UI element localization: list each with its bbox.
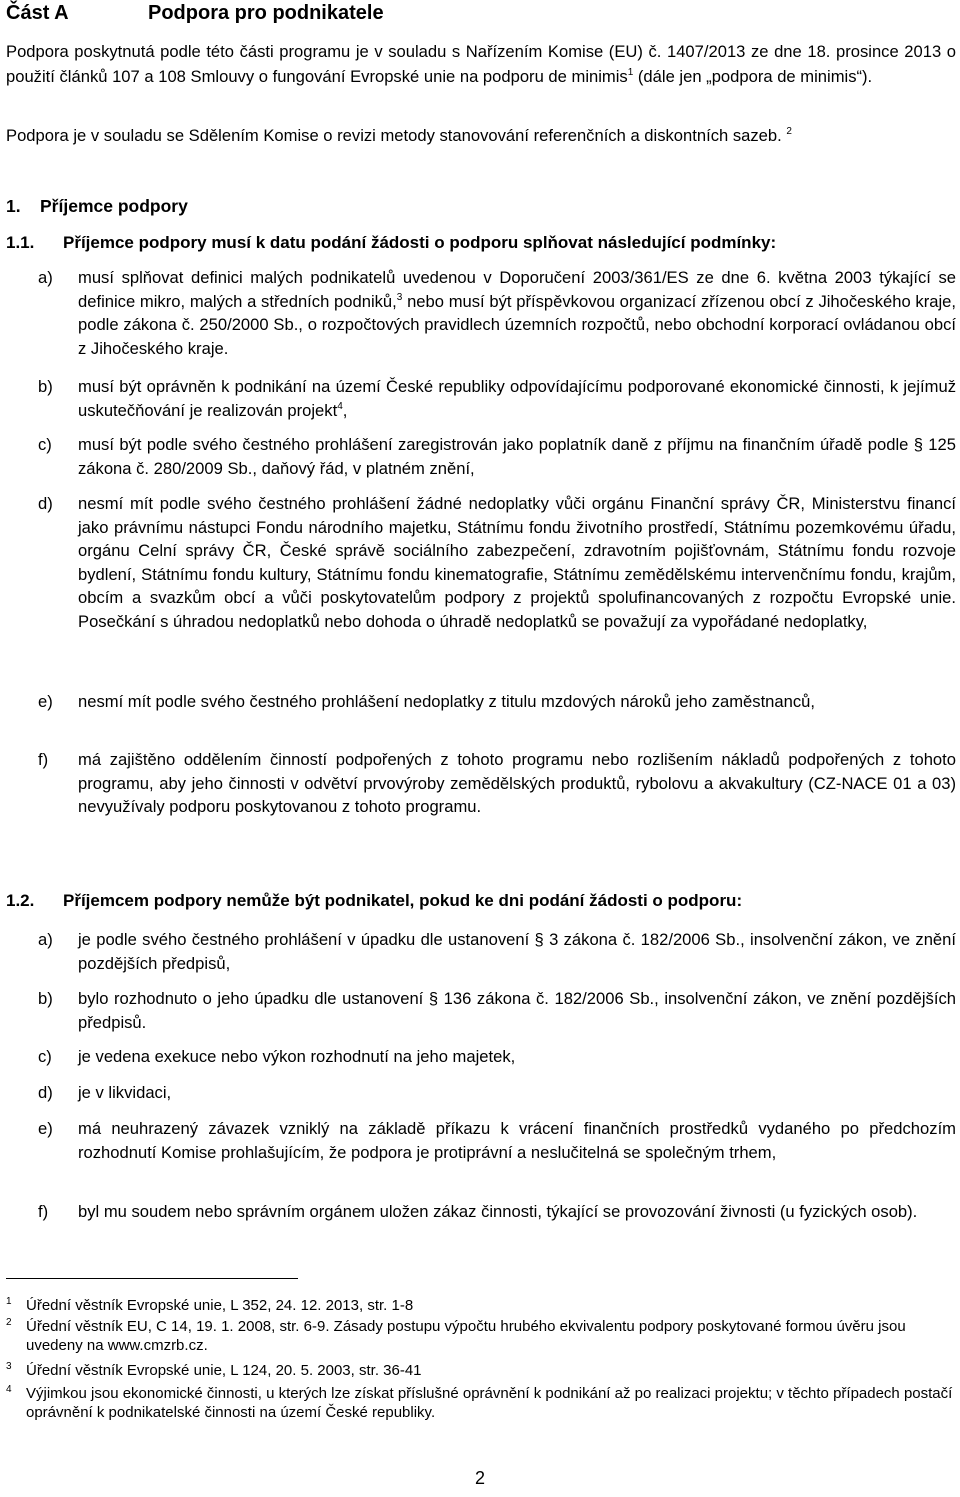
list-label: e) [38,692,53,711]
footnote-text: Výjimkou jsou ekonomické činnosti, u kterých lze získat příslušné oprávnění k podnikání až po realizaci projektu; v těchto případech postačí oprávnění k podnikatelské činnosti na území České republiky. [26,1385,953,1421]
list-item [38,748,956,819]
section-title: Příjemce podpory [40,196,188,216]
text-run: , [342,400,348,420]
footnote-text: Úřední věstník Evropské unie, L 352, 24. 12. 2013, str. 1-8 [26,1297,414,1314]
list-item [38,1200,956,1224]
list-item [38,1081,956,1105]
list-item [38,1045,956,1069]
list-label: a) [38,930,53,949]
subsection-title: Příjemcem podpory nemůže být podnikatel, pokud ke dni podání žádosti o podporu: [63,891,743,910]
list-text: je podle svého čestného prohlášení v úpadku dle ustanovení § 3 zákona č. 182/2006 Sb., insolvenční zákon, ve znění pozdějších předpisů, [78,930,956,973]
part-label: Část A [6,2,69,24]
intro-text: Podpora je v souladu se Sdělením Komise o revizi metody stanovování referenčních a diskontních sazeb. [6,126,782,145]
list-text: bylo rozhodnuto o jeho úpadku dle ustanovení § 136 zákona č. 182/2006 Sb., insolvenční zákon, ve znění pozdějších předpisů. [78,989,956,1032]
list-text: je v likvidaci, [78,1083,172,1102]
list-text [78,266,956,360]
footnote [6,1296,958,1315]
page-number: 2 [474,1468,485,1488]
list-item [38,375,956,422]
text-run: nebo musí být příspěvkovou organizací zřízenou obcí z Jihočeského kraje, podle zákona č. 250/2000 Sb., o rozpočtových pravidlech územních rozpočtů, nebo obchodní korporací ovládanou obcí z Jihočeského kraje. [78,291,956,358]
intro-paragraph-2 [6,124,956,149]
text-run: musí splňovat definici malých podnikatelů uvedenou v Doporučení 2003/361/ES ze dne 6. května 2003 týkající se definice mikro, malých a středních podniků, [78,268,956,311]
list-text: byl mu soudem nebo správním orgánem uložen zákaz činnosti, týkající se provozování živnosti (u fyzických osob). [78,1202,918,1221]
list-item [38,492,956,633]
subsection-title: Příjemce podpory musí k datu podání žádosti o podporu splňovat následující podmínky: [63,233,777,252]
list-text [78,375,956,422]
footnote-ref: 2 [786,126,792,137]
section-number: 1. [6,196,21,216]
list-label: c) [38,1047,52,1066]
intro-paragraph-1 [6,40,956,89]
footnote-separator [6,1278,298,1279]
footnote-number: 2 [6,1317,12,1328]
footnote [6,1317,958,1355]
list-text: nesmí mít podle svého čestného prohlášení žádné nedoplatky vůči orgánu Finanční správy ČR, Ministerstvu financí jako právnímu nástupci Fondu národního majetku, Státnímu fondu životního prostředí, Státnímu pozemkovému úřadu, orgánu Celní správy ČR, České správě sociálního zabezpečení, zdravotním pojišťovnám, Státnímu fondu rozvoje bydlení, Státnímu fondu kultury, Státnímu fondu kinematografie, Státnímu zemědělskému intervenčnímu fondu, krajům, obcím a svazkům obcí a vůči poskytovatelům podpory z projektů spolufinancovaných z rozpočtu Evropské unie. Posečkání s úhradou nedoplatků nebo dohoda o úhradě nedoplatků se považují za vypořádané nedoplatky, [78,494,956,631]
list-label: e) [38,1119,53,1138]
subsection-number: 1.2. [6,891,35,910]
list-item [38,266,956,360]
list-text: má zajištěno oddělením činností podpořených z tohoto programu nebo rozlišením nákladů podpořených z tohoto programu, aby jeho činnosti v odvětví prvovýroby zemědělských produktů, rybolovu a akvakultury (CZ-NACE 01 a 03) nevyužívaly podporu poskytovanou z tohoto programu. [78,750,956,816]
list-label: b) [38,989,53,1008]
list-label: a) [38,268,53,287]
footnote [6,1384,958,1422]
footnote-text: Úřední věstník Evropské unie, L 124, 20. 5. 2003, str. 36-41 [26,1362,422,1379]
list-label: d) [38,494,53,513]
footnote-number: 3 [6,1361,12,1372]
list-item [38,690,956,714]
list-item [38,987,956,1034]
text-run: musí být oprávněn k podnikání na území České republiky odpovídajícímu podporované ekonomické činnosti, k jejímuž uskutečňování je realizován projekt [78,377,956,420]
list-text: má neuhrazený závazek vzniklý na základě příkazu k vrácení finančních prostředků vydaného po předchozím rozhodnutí Komise prohlašujícím, že podpora je protiprávní a neslučitelná se společným trhem, [78,1119,956,1162]
list-label: c) [38,435,52,454]
footnote-ref: 3 [396,291,403,303]
subsection-heading-1-1 [6,233,956,253]
list-item [38,433,956,480]
subsection-number: 1.1. [6,233,35,252]
footnote-text: Úřední věstník EU, C 14, 19. 1. 2008, str. 6-9. Zásady postupu výpočtu hrubého ekvivalentu podpory poskytované formou úvěru jsou uvedeny na www.cmzrb.cz. [26,1318,906,1354]
list-text: nesmí mít podle svého čestného prohlášení nedoplatky z titulu mzdových nároků jeho zaměstnanců, [78,692,815,711]
part-title: Podpora pro podnikatele [148,2,384,24]
list-label: f) [38,750,49,769]
intro-text: (dále jen „podpora de minimis“). [633,66,873,86]
footnote-number: 4 [6,1384,12,1395]
list-label: b) [38,377,53,396]
list-label: f) [38,1202,49,1221]
footnote [6,1361,958,1380]
footnote-ref: 1 [627,66,634,78]
list-item [38,1117,956,1164]
list-label: d) [38,1083,53,1102]
footnote-ref: 4 [337,400,343,412]
intro-text: Podpora poskytnutá podle této části programu je v souladu s Nařízením Komise (EU) č. 1407/2013 ze dne 18. prosince 2013 o použití článků 107 a 108 Smlouvy o fungování Evropské unie na podporu de minimis [6,42,956,86]
subsection-heading-1-2 [6,891,956,911]
list-item [38,928,956,975]
footnote-number: 1 [6,1296,12,1307]
list-text: je vedena exekuce nebo výkon rozhodnutí na jeho majetek, [78,1047,516,1066]
section-heading [6,196,188,217]
list-text: musí být podle svého čestného prohlášení zaregistrován jako poplatník daně z příjmu na finančním úřadě podle § 125 zákona č. 280/2009 Sb., daňový řád, v platném znění, [78,435,956,478]
part-header [6,2,384,25]
